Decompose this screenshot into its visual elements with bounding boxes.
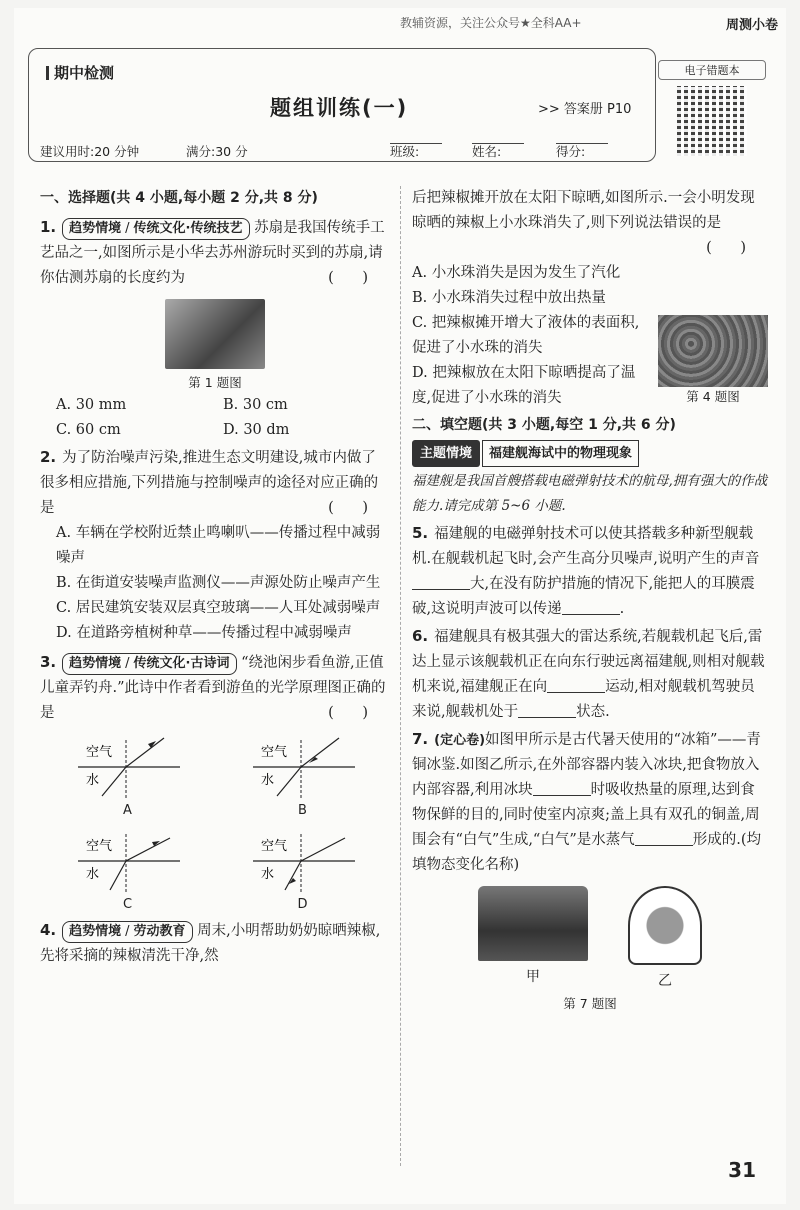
q7-text-a: 如图甲所示是古代暑天使用的“冰箱”——青铜冰鉴.如图乙所示,在外部容器内装入冰块,把食物放入内部容器,利用冰块 [412, 732, 761, 798]
air-label: 空气 [260, 839, 287, 854]
qr-label: 电子错题本 [658, 60, 766, 80]
exam-tag: 期中检测 [40, 62, 120, 83]
q1-answer-paren[interactable]: ( ) [328, 270, 380, 286]
q3-letter-c: C [122, 897, 133, 912]
q3-tag1: 趋势情境 [69, 656, 122, 671]
q6-number: 6. [412, 627, 429, 645]
question-1 [40, 215, 390, 443]
section1-title: 一、选择题(共 4 小题,每小题 2 分,共 8 分) [40, 190, 318, 206]
theme-bar [412, 440, 768, 467]
q6-blank-2[interactable] [518, 716, 576, 718]
q5-text-a: 福建舰的电磁弹射技术可以使其搭载多种新型舰载机.在舰载机起飞时,会产生高分贝噪声,说明产生的声音 [412, 526, 760, 567]
q1-option-a[interactable]: A. 30 mm [56, 397, 127, 413]
q7-caption: 第 7 题图 [563, 996, 617, 1011]
q2-number: 2. [40, 448, 57, 466]
q7-figure-b [628, 886, 702, 994]
theme-intro: 福建舰是我国首艘搭载电磁弹射技术的航母,拥有强大的作战能力.请完成第 5~6 小题. [412, 473, 768, 514]
q4-pepper-image [658, 315, 768, 387]
q2-option-c[interactable]: C. 居民建筑安装双层真空玻璃——人耳处减弱噪声 [56, 600, 381, 616]
result-blank[interactable] [556, 142, 608, 144]
q1-options-row2 [40, 418, 390, 443]
question-7 [412, 727, 768, 1014]
icebox-diagram [628, 886, 702, 965]
water-label: 水 [85, 867, 99, 882]
q4-option-a[interactable]: A. 小水珠消失是因为发生了汽化 [412, 265, 621, 281]
question-6 [412, 624, 768, 725]
q1-caption: 第 1 题图 [188, 375, 242, 390]
q4-text-right: 后把辣椒摊开放在太阳下晾晒,如图所示.一会小明发现晾晒的辣椒上小水珠消失了,则下列说法错误的是 [412, 190, 755, 231]
result-label: 得分: [556, 144, 586, 159]
name-label: 姓名: [472, 144, 502, 159]
q2-answer-paren[interactable]: ( ) [328, 500, 380, 516]
q7-blank-2[interactable] [635, 844, 693, 846]
air-label: 空气 [85, 839, 112, 854]
q1-option-b[interactable]: B. 30 cm [223, 397, 288, 413]
q3-diagram-b[interactable] [215, 732, 390, 820]
bronze-icebox-image [478, 886, 588, 961]
q4-option-b[interactable]: B. 小水珠消失过程中放出热量 [412, 290, 606, 306]
q4-text-left: 周末,小明帮助奶奶晾晒辣椒,先将采摘的辣椒清洗干净,然 [40, 923, 381, 964]
q5-text-c: . [619, 601, 625, 617]
q2-option-a[interactable]: A. 车辆在学校附近禁止鸣喇叭——传播过程中减弱噪声 [56, 525, 381, 566]
q3-optics-diagrams [40, 732, 390, 914]
q4-tag1: 趋势情境 [69, 924, 122, 939]
q1-options-row1 [40, 393, 390, 418]
right-column [412, 186, 768, 1014]
air-label: 空气 [85, 745, 112, 760]
column-divider [400, 186, 402, 1166]
q3-letter-d: D [297, 897, 308, 912]
q4-number: 4. [40, 921, 57, 939]
q1-number: 1. [40, 218, 57, 236]
q4-answer-paren[interactable]: ( ) [706, 240, 758, 256]
q7-figures [412, 886, 768, 994]
q7-number: 7. [412, 730, 429, 748]
q1-tag2: 传统文化·传统技艺 [133, 221, 243, 236]
q3-tag: 趋势情境 / 传统文化·古诗词 [62, 653, 236, 675]
q3-diagram-a[interactable] [40, 732, 215, 820]
question-4-cont [412, 186, 768, 411]
class-label: 班级: [390, 144, 420, 159]
answer-reference: >> 答案册 P10 [538, 102, 632, 117]
q5-text-b: 大,在没有防护措施的情况下,能把人的耳膜震破,这说明声波可以传递 [412, 576, 755, 617]
left-column [40, 186, 390, 969]
q7-tag: (定心卷) [434, 733, 486, 748]
page-number: 31 [728, 1158, 756, 1182]
q5-blank-1[interactable] [412, 588, 470, 590]
q6-blank-1[interactable] [547, 691, 605, 693]
q3-tag2: 传统文化·古诗词 [133, 656, 230, 671]
q1-text: 苏扇是我国传统手工艺品之一,如图所示是小华去苏州游玩时买到的苏扇,请你估测苏扇的长度约为 [40, 220, 385, 286]
q7-blank-1[interactable] [533, 794, 591, 796]
q5-number: 5. [412, 524, 429, 542]
question-4-start [40, 918, 390, 969]
qr-code-icon[interactable] [677, 86, 747, 156]
q4-tag2: 劳动教育 [133, 924, 186, 939]
question-5 [412, 521, 768, 622]
water-label: 水 [260, 867, 274, 882]
q4-figure [658, 315, 768, 407]
class-blank[interactable] [390, 142, 442, 144]
question-3 [40, 650, 390, 914]
q3-number: 3. [40, 653, 57, 671]
q4-option-c[interactable]: C. 把辣椒摊开增大了液体的表面积,促进了小水珠的消失 [412, 315, 640, 356]
q1-option-c[interactable]: C. 60 cm [56, 422, 121, 438]
q6-text-a: 福建舰具有极其强大的雷达系统,若舰载机起飞后,雷达上显示该舰载机正在向东行驶远离福建舰,则相对舰载机来说,福建舰正在向 [412, 629, 765, 695]
air-label: 空气 [260, 745, 287, 760]
question-2 [40, 445, 390, 646]
q6-text-c: 状态. [576, 704, 610, 720]
qr-area [658, 60, 766, 162]
theme-text: 福建舰海试中的物理现象 [482, 440, 639, 467]
q4-option-d[interactable]: D. 把辣椒放在太阳下晾晒提高了温度,促进了小水珠的消失 [412, 365, 636, 406]
q7-text-c: 形成的.(均填物态变化名称) [412, 832, 762, 873]
q2-text: 为了防治噪声污染,推进生态文明建设,城市内做了很多相应措施,下列措施与控制噪声的途径对应正确的是 [40, 450, 379, 516]
name-blank[interactable] [472, 142, 524, 144]
page-title: 题组训练(一) [270, 96, 409, 120]
q3-diagram-c[interactable] [40, 826, 215, 914]
water-label: 水 [85, 773, 99, 788]
theme-label: 主题情境 [412, 440, 480, 467]
q3-letter-b: B [298, 803, 307, 818]
section2-title: 二、填空题(共 3 小题,每空 1 分,共 6 分) [412, 417, 676, 433]
q4-tag: 趋势情境 / 劳动教育 [62, 921, 192, 943]
q3-answer-paren[interactable]: ( ) [328, 705, 380, 721]
water-label: 水 [260, 773, 274, 788]
corner-label: 周测小卷 [725, 18, 778, 33]
q1-tag1: 趋势情境 [69, 221, 122, 236]
q3-letter-a: A [123, 803, 132, 818]
q2-option-d[interactable]: D. 在道路旁植树种草——传播过程中减弱噪声 [56, 625, 352, 641]
top-banner: 教辅资源，关注公众号★全科AA+ [400, 16, 582, 30]
time-label: 建议用时:20 分钟 [40, 144, 140, 159]
q4-caption: 第 4 题图 [686, 389, 740, 404]
q3-diagram-d[interactable] [215, 826, 390, 914]
q1-tag: 趋势情境 / 传统文化·传统技艺 [62, 218, 249, 240]
q7-label-b: 乙 [658, 973, 672, 989]
q7-text-b: 时吸收热量的原理,达到食物保鲜的目的,同时使室内凉爽;盖上具有双孔的铜盖,周围会有“白气”生成,“白气”是水蒸气 [412, 782, 760, 848]
q7-label-a: 甲 [526, 969, 540, 985]
q7-figure-a [478, 886, 588, 994]
q6-text-b: 运动,相对舰载机驾驶员来说,舰载机处于 [412, 679, 755, 720]
q2-option-b[interactable]: B. 在街道安装噪声监测仪——声源处防止噪声产生 [56, 575, 381, 591]
q1-fan-image [165, 299, 265, 369]
q3-text: “绕池闲步看鱼游,正值儿童弄钓舟.”此诗中作者看到游鱼的光学原理图正确的是 [40, 655, 386, 721]
q5-blank-2[interactable] [562, 613, 620, 615]
score-label: 满分:30 分 [186, 144, 248, 159]
q1-option-d[interactable]: D. 30 dm [223, 422, 290, 438]
